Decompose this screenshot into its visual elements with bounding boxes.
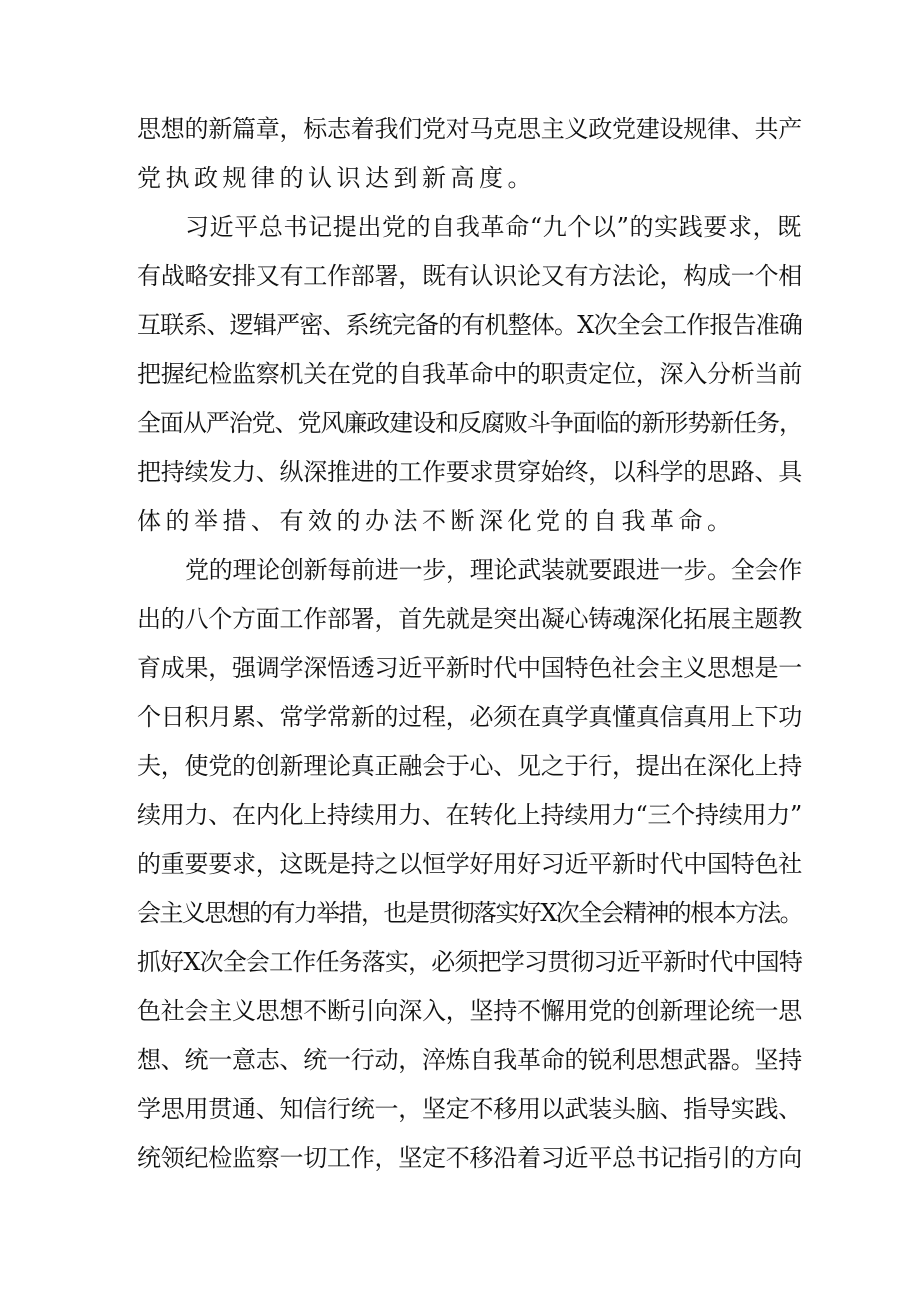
text-line (0, 646, 920, 690)
text-line (0, 842, 920, 886)
line-text: 有战略安排又有工作部署，既有认识论又有方法论，构成一个相 (137, 262, 802, 290)
line-text: 个日积月累、常学常新的过程，必须在真学真懂真信真用上下功 (137, 703, 802, 731)
text-line (0, 548, 920, 592)
text-line (0, 1136, 920, 1180)
text-line (0, 156, 920, 200)
text-line (0, 254, 920, 298)
line-text: 想、统一意志、统一行动，淬炼自我革命的锐利思想武器。坚持 (137, 1046, 802, 1074)
line-text: 色社会主义思想不断引向深入，坚持不懈用党的创新理论统一思 (137, 997, 802, 1025)
text-line (0, 989, 920, 1033)
line-text: 的重要要求，这既是持之以恒学好用好习近平新时代中国特色社 (137, 850, 802, 878)
text-line (0, 303, 920, 347)
text-line (0, 940, 920, 984)
line-text: 把持续发力、纵深推进的工作要求贯穿始终，以科学的思路、具 (137, 458, 802, 486)
line-text: 习近平总书记提出党的自我革命“九个以”的实践要求，既 (185, 213, 802, 241)
text-line (0, 1038, 920, 1082)
line-text: 党的理论创新每前进一步，理论武装就要跟进一步。全会作 (185, 556, 802, 584)
line-text: 续用力、在内化上持续用力、在转化上持续用力“三个持续用力” (137, 801, 802, 829)
line-text: 育成果，强调学深悟透习近平新时代中国特色社会主义思想是一 (137, 654, 802, 682)
text-line (0, 352, 920, 396)
line-text: 体的举措、有效的办法不断深化党的自我革命。 (137, 507, 736, 535)
line-text: 把握纪检监察机关在党的自我革命中的职责定位，深入分析当前 (137, 360, 802, 388)
line-text: 抓好X次全会工作任务落实，必须把学习贯彻习近平新时代中国特 (137, 948, 803, 976)
line-text: 互联系、逻辑严密、系统完备的有机整体。X次全会工作报告准确 (137, 311, 803, 339)
line-text: 出的八个方面工作部署，首先就是突出凝心铸魂深化拓展主题教 (137, 605, 802, 633)
text-line (0, 205, 920, 249)
line-text: 思想的新篇章，标志着我们党对马克思主义政党建设规律、共产 (137, 115, 802, 143)
line-text: 全面从严治党、党风廉政建设和反腐败斗争面临的新形势新任务， (137, 409, 802, 437)
line-text: 会主义思想的有力举措，也是贯彻落实好X次全会精神的根本方法。 (137, 899, 803, 927)
text-line (0, 1087, 920, 1131)
line-text: 党执政规律的认识达到新高度。 (137, 164, 536, 192)
text-line (0, 793, 920, 837)
text-line (0, 695, 920, 739)
line-text: 夫，使党的创新理论真正融会于心、见之于行，提出在深化上持 (137, 752, 802, 780)
text-line (0, 401, 920, 445)
text-line (0, 891, 920, 935)
text-line (0, 107, 920, 151)
text-line (0, 450, 920, 494)
line-text: 统领纪检监察一切工作，坚定不移沿着习近平总书记指引的方向 (137, 1144, 802, 1172)
text-line (0, 499, 920, 543)
line-text: 学思用贯通、知信行统一，坚定不移用以武装头脑、指导实践、 (137, 1095, 802, 1123)
text-line (0, 597, 920, 641)
text-line (0, 744, 920, 788)
